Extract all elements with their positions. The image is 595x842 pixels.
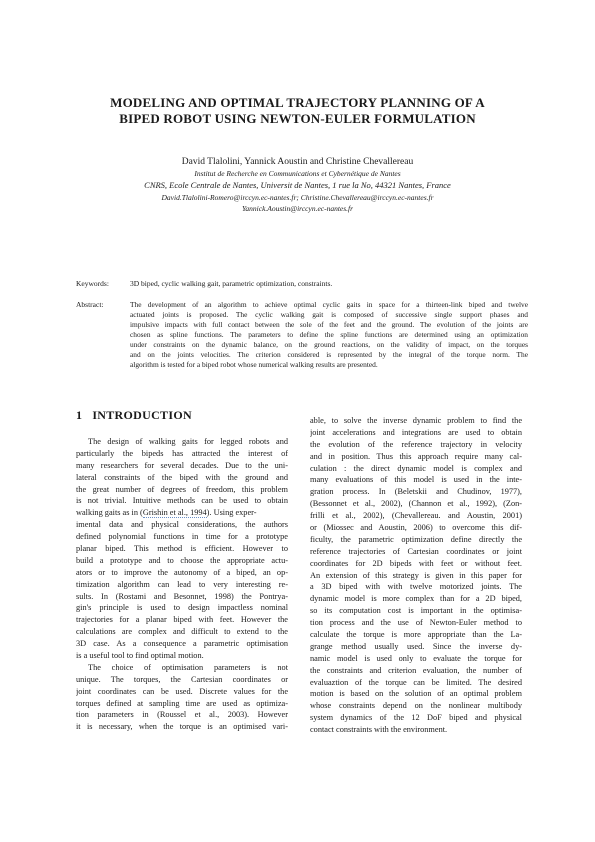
body-line: coordinates for 2D bipeds with feet or without feet. [310,558,522,568]
body-line: is not trivial. Intuitive methods can be used to obtain [76,496,288,506]
abstract-label: Abstract: [76,300,104,309]
body-line: An extension of this strategy is given in this paper for [310,570,522,580]
body-line: dynamic model is more complex than for a 2D biped, [310,594,522,604]
affiliation-emails: David.Tlalolini-Romero@irccyn.ec-nantes.fr; Christine.Chevallereau@irccyn.ec-nantes.fr [161,193,434,202]
abstract-line: The development of an algorithm to achieve optimal cyclic gaits in space for a thirteen-link biped and twelve [130,300,528,309]
body-line: or (Miossec and Aoustin, 2006) to overcome this dif- [310,523,522,533]
body-line: gin's principle is used to design impactless nominal [76,603,288,613]
body-line: joint coordinates can be used. Discrete values for the [76,686,288,696]
body-line: the evolution of the reference trajectory in velocity [310,439,522,449]
body-line: whose constraints depend on the nonlinear multibody [310,701,522,711]
body-line: reference trajectories of Cartesian coordinates or joint [310,546,522,556]
body-line: so its computation cost is important in the optimisa- [310,606,522,616]
body-line: (Bessonnet et al., 2002), (Channon et al., 1992), (Zon- [310,499,522,509]
body-line: tion parameters in (Roussel et al., 2003). However [76,710,288,720]
body-line: namic model is used only to evaluate the torque for [310,653,522,663]
body-line: culation : the direct dynamic model is complex and [310,463,522,473]
body-line: the constraints and criterion evaluation, the number of [310,665,522,675]
body-line: ficulty, the parametric optimization define directly the [310,534,522,544]
keywords-label: Keywords: [76,279,109,288]
body-line: able, to solve the inverse dynamic problem to find the [310,416,522,425]
affiliation-email-2: Yannick.Aoustin@irccyn.ec-nantes.fr [241,204,354,213]
body-line: grange method usually used. Since the inverse dy- [310,641,522,651]
body-line: timization algorithm can lead to very interesting re- [76,579,288,589]
body-line: the great number of degrees of freedom, this problem [76,484,288,494]
body-line: contact constraints with the environment. [310,725,448,735]
body-line: torques defined at sampling time are used as optimiza- [76,698,288,708]
body-line: lateral constraints of the biped with the ground and [76,472,288,482]
body-line: trajectories for a planar biped with feet. However the [76,615,288,625]
body-line: ators or to improve the autonomy of a biped, an op- [76,567,288,577]
affiliation-institute: Institut de Recherche en Communications et Cybernétique de Nantes [194,169,401,178]
abstract-line: impulsive impacts with full contact between the sole of the feet and the ground. The evolution of the joints are [130,320,528,330]
body-line: tion process and the use of Newton-Euler method to [310,618,522,628]
body-text: walking gaits as in ( [76,508,143,518]
body-line: motion is based on the solution of an optimal problem [310,689,522,699]
left-column [76,436,288,733]
body-line: imental data and physical considerations, the authors [76,520,288,530]
body-line: it is necessary, when the torque is an optimised vari- [76,722,288,732]
body-line: and in position. Thus this approach require many cal- [310,451,522,461]
body-line: many evaluations of this model is used in the inte- [310,475,522,485]
keywords-text: 3D biped, cyclic walking gait, parametric optimization, constraints. [130,279,333,288]
body-line: a 3D biped with with twelve motorized joints. The [310,582,522,592]
body-line: calculations are complex and difficult to extend to the [76,627,288,637]
body-line: The design of walking gaits for legged robots and [88,437,288,446]
body-line: calculate the torque is more appropriate than the La- [310,630,522,640]
title-line-2: BIPED ROBOT USING NEWTON-EULER FORMULATION [119,111,476,126]
abstract-line: and on the joints velocities. The criterion considered is represented by the integral of the torque norm. The [130,350,528,360]
section-title: INTRODUCTION [92,408,192,422]
body-line: particularly the bipeds has attracted the interest of [76,448,288,458]
body-line: sults. In (Rostami and Besonnet, 1998) the Pontrya- [76,591,288,601]
body-line-with-citation [76,507,288,519]
body-line: frilli et al., 2002), (Chevallereau. and Aoustin, 2001) [310,511,522,521]
section-number: 1 [76,408,83,422]
abstract-line: under constraints on the dynamic balance, on the ground reactions, on the validity of impact, on the torques [130,340,528,350]
body-line: system dynamics of the 12 DoF biped and physical [310,713,522,723]
body-line: evaluaztion of the torque can be limited. The desired [310,677,522,687]
affiliation-address: CNRS, Ecole Centrale de Nantes, Universit de Nantes, 1 rue la No, 44321 Nantes, France [144,180,451,190]
body-line: unique. The torques, the Cartesian coordinates or [76,674,288,684]
abstract-line: actuated joints is proposed. The cyclic walking gait is composed of successive single support phases and [130,310,528,320]
body-line: defined polynomial functions in time for a prototype [76,532,288,542]
body-line: The choice of optimisation parameters is not [88,662,288,672]
body-text: ). Using exper- [206,508,257,518]
body-line: many researchers for several decades. Due to the uni- [76,460,288,470]
paper-title [60,95,535,127]
citation-link-grishin[interactable]: Grishin et al., 1994 [142,508,207,518]
right-column [310,415,522,736]
section-heading [76,408,192,422]
body-line: build a prototype and to choose the appropriate actu- [76,555,288,565]
title-line-1: MODELING AND OPTIMAL TRAJECTORY PLANNING OF A [110,95,485,110]
author-list: David Tlalolini, Yannick Aoustin and Christine Chevallereau [181,157,414,167]
body-line: 3D case. As a consequence a parametric optimisation [76,639,288,649]
abstract-line: algorithm is tested for a biped robot whose numerical walking results are presented. [130,360,378,370]
body-line: planar biped. This method is efficient. However to [76,544,288,554]
body-line: joint accelerations and integrations are used to obtain [310,427,522,437]
abstract-line: chosen as spline functions. The parameters to define the spline functions are determined using an optimization [130,330,528,340]
body-line: gration process. In (Beletskii and Chudinov, 1977), [310,487,522,497]
abstract-text [130,300,528,370]
body-line: is a useful tool to find optimal motion. [76,651,204,661]
